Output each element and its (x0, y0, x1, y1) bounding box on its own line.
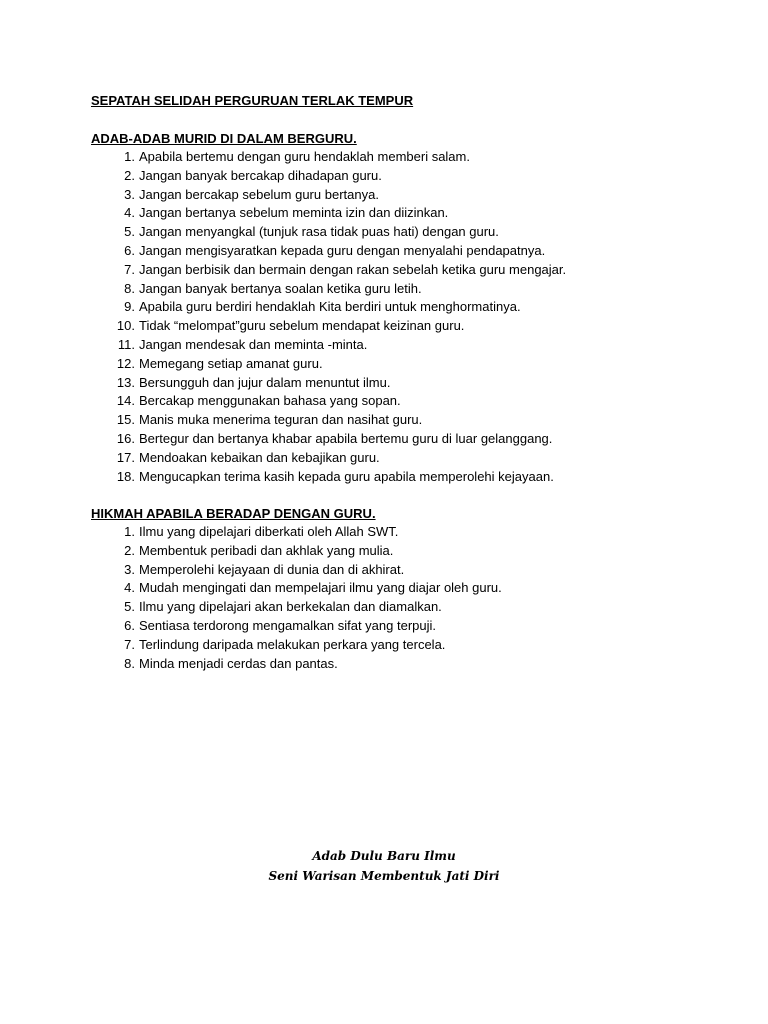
list-item (91, 204, 731, 223)
item-text: Mengucapkan terima kasih kepada guru apabila memperolehi kejayaan. (139, 468, 554, 484)
item-number: 13. (116, 374, 135, 390)
item-text: Jangan bertanya sebelum meminta izin dan diizinkan. (139, 205, 449, 221)
list-item (91, 449, 731, 468)
item-text: Jangan bercakap sebelum guru bertanya. (139, 186, 379, 202)
list-item (91, 336, 731, 355)
item-number: 5. (124, 599, 135, 615)
item-text: Mendoakan kebaikan dan kebajikan guru. (139, 449, 380, 465)
list-item (91, 261, 731, 280)
item-text: Membentuk peribadi dan akhlak yang mulia. (139, 542, 394, 558)
list-item (91, 317, 731, 336)
hikmah-heading: HIKMAH APABILA BERADAP DENGAN GURU. (91, 506, 376, 521)
item-number: 4. (124, 580, 135, 596)
adab-section (91, 130, 731, 486)
list-item (91, 523, 731, 542)
document-title: SEPATAH SELIDAH PERGURUAN TERLAK TEMPUR (91, 93, 414, 108)
item-text: Jangan banyak bertanya soalan ketika guru letih. (139, 280, 422, 296)
item-number: 8. (124, 280, 135, 296)
hikmah-list (91, 523, 731, 673)
item-text: Sentiasa terdorong mengamalkan sifat yang terpuji. (139, 617, 437, 633)
list-item (91, 598, 731, 617)
list-item (91, 148, 731, 167)
list-item (91, 242, 731, 261)
list-item (91, 223, 731, 242)
list-item (91, 167, 731, 186)
item-number: 12. (116, 355, 135, 371)
list-item (91, 655, 731, 674)
list-item (91, 468, 731, 487)
item-number: 6. (124, 242, 135, 258)
item-text: Memegang setiap amanat guru. (139, 355, 323, 371)
item-number: 5. (124, 224, 135, 240)
footer-tagline: Seni Warisan Membentuk Jati Diri (268, 869, 500, 883)
item-number: 9. (124, 299, 135, 315)
list-item (91, 298, 731, 317)
list-item (91, 355, 731, 374)
item-number: 3. (124, 186, 135, 202)
item-text: Manis muka menerima teguran dan nasihat guru. (139, 412, 423, 428)
list-item (91, 186, 731, 205)
item-number: 2. (124, 167, 135, 183)
item-text: Minda menjadi cerdas dan pantas. (139, 655, 338, 671)
item-text: Ilmu yang dipelajari diberkati oleh Allah SWT. (139, 524, 399, 539)
list-item (91, 542, 731, 561)
list-item (91, 430, 731, 449)
item-text: Jangan mengisyaratkan kepada guru dengan menyalahi pendapatnya. (139, 242, 546, 258)
item-text: Apabila bertemu dengan guru hendaklah memberi salam. (139, 149, 470, 164)
item-text: Bertegur dan bertanya khabar apabila bertemu guru di luar gelanggang. (139, 430, 553, 446)
item-number: 1. (124, 149, 135, 164)
list-item (91, 280, 731, 299)
item-number: 8. (124, 655, 135, 671)
item-number: 3. (124, 561, 135, 577)
item-number: 6. (124, 617, 135, 633)
item-text: Bercakap menggunakan bahasa yang sopan. (139, 393, 401, 409)
item-number: 11. (117, 336, 135, 352)
item-text: Bersungguh dan jujur dalam menuntut ilmu. (139, 374, 391, 390)
item-number: 4. (124, 205, 135, 221)
item-text: Tidak “melompat”guru sebelum mendapat keizinan guru. (139, 318, 465, 334)
adab-heading: ADAB-ADAB MURID DI DALAM BERGURU. (91, 131, 357, 146)
item-number: 17. (116, 449, 135, 465)
item-text: Jangan menyangkal (tunjuk rasa tidak puas hati) dengan guru. (139, 224, 499, 240)
item-text: Jangan berbisik dan bermain dengan rakan sebelah ketika guru mengajar. (139, 261, 567, 277)
item-text: Ilmu yang dipelajari akan berkekalan dan diamalkan. (139, 599, 442, 615)
item-number: 14. (116, 393, 135, 409)
item-text: Mudah mengingati dan mempelajari ilmu yang diajar oleh guru. (139, 580, 502, 596)
item-number: 16. (116, 430, 135, 446)
list-item (91, 561, 731, 580)
adab-list (91, 148, 731, 486)
item-number: 10. (116, 318, 135, 334)
list-item (91, 392, 731, 411)
list-item (91, 617, 731, 636)
item-number: 7. (124, 261, 135, 277)
list-item (91, 579, 731, 598)
hikmah-section (91, 505, 731, 673)
list-item (91, 411, 731, 430)
item-text: Memperolehi kejayaan di dunia dan di akhirat. (139, 561, 405, 577)
list-item (91, 374, 731, 393)
item-number: 7. (124, 636, 135, 652)
item-text: Apabila guru berdiri hendaklah Kita berdiri untuk menghormatinya. (139, 299, 521, 315)
item-number: 18. (116, 468, 135, 484)
item-text: Jangan banyak bercakap dihadapan guru. (139, 167, 382, 183)
item-number: 2. (124, 542, 135, 558)
footer-motto: Adab Dulu Baru Ilmu (312, 849, 456, 863)
item-number: 1. (124, 524, 135, 539)
item-number: 15. (116, 412, 135, 428)
item-text: Terlindung daripada melakukan perkara yang tercela. (139, 636, 446, 652)
list-item (91, 636, 731, 655)
item-text: Jangan mendesak dan meminta -minta. (139, 336, 368, 352)
